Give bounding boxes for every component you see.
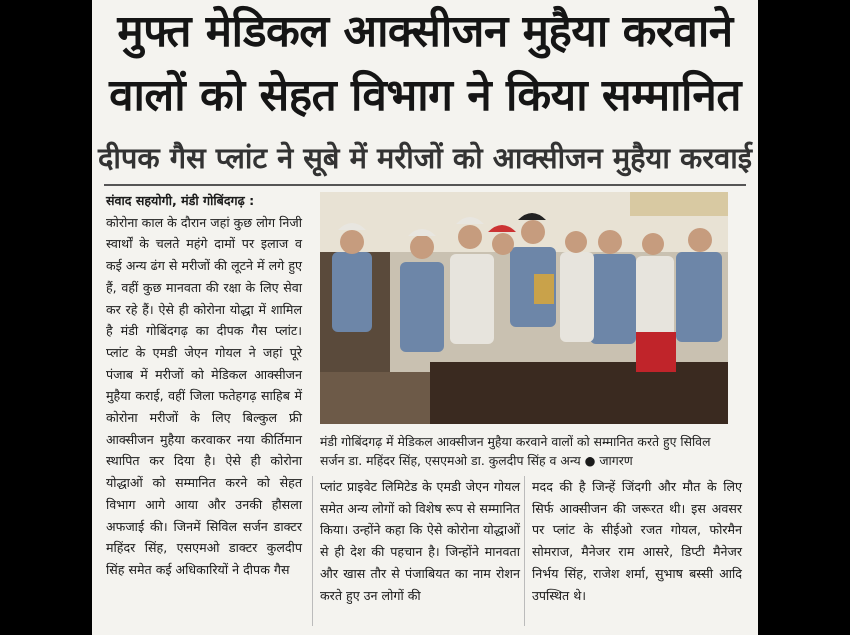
news-photo	[320, 192, 728, 424]
group-photo-illustration	[320, 192, 728, 424]
article-column-3	[532, 476, 742, 606]
photo-caption: मंडी गोबिंदगढ़ में मेडिकल आक्सीजन मुहैया करवाने वालों को सम्मानित करते हुए सिविल सर्जन डा. महिंदर सिंह, एसएमओ डा. कुलदीप सिंह व अन्य ● जागरण	[320, 434, 711, 468]
byline: संवाद सहयोगी, मंडी गोबिंदगढ़ :	[106, 193, 255, 208]
newspaper-clipping	[92, 0, 758, 635]
column-divider	[524, 476, 525, 626]
headline-line-2: वालों को सेहत विभाग ने किया सम्मानित	[109, 70, 741, 121]
column-3-text: मदद की है जिन्हें जिंदगी और मौत के लिए सिर्फ आक्सीजन की जरूरत थी। इस अवसर पर प्लांट के सीईओ रजत गोयल, फोरमैन सोमराज, मैनेजर राम आसरे, डिप्टी मैनेजर निर्भय सिंह, राजेश शर्मा, सुभाष बस्सी आदि उपस्थित थे।	[532, 479, 742, 603]
subheadline: दीपक गैस प्लांट ने सूबे में मरीजों को आक्सीजन मुहैया करवाई	[98, 141, 752, 175]
column-divider	[312, 476, 313, 626]
column-1-text: कोरोना काल के दौरान जहां कुछ लोग निजी स्वार्थों के चलते महंगे दामों पर इलाज व कई अन्य ढंग से मरीजों की लूटने में लगे हुए हैं, वहीं कुछ मानवता की रक्षा के लिए सेवा कर रहे हैं। ऐसे ही कोरोना योद्धा में शामिल है मंडी गोबिंदगढ़ का दीपक गैस प्लांट। प्लांट के एमडी जेएन गोयल ने जहां पूरे पंजाब में मरीजों को मेडिकल आक्सीजन मुहैया कराई, वहीं जिला फतेहगढ़ साहिब में कोरोना मरीजों के लिए बिल्कुल फ्री आक्सीजन मुहैया करवाकर नया कीर्तिमान स्थापित कर दिया है। ऐसे ही कोरोना योद्धाओं को सम्मानित करने को सेहत विभाग आगे आया और उनकी हौसला अफजाई की। जिनमें सिविल सर्जन डाक्टर महिंदर सिंह, एसएमओ डाक्टर कुलदीप सिंह समेत कई अधिकारियों ने दीपक गैस	[106, 214, 302, 577]
column-2-text: प्लांट प्राइवेट लिमिटेड के एमडी जेएन गोयल समेत अन्य लोगों को विशेष रूप से सम्मानित किया। उन्होंने कहा कि ऐसे कोरोना योद्धाओं से ही देश की पहचान है। जिन्होंने मानवता और खास तौर से पंजाबियत का नाम रोशन करते हुए उन लोगों की	[320, 479, 520, 603]
article-column-2	[320, 476, 520, 606]
header-rule	[104, 184, 746, 186]
headline-line-1: मुफ्त मेडिकल आक्सीजन मुहैया करवाने	[117, 6, 733, 57]
article-column-1	[106, 190, 302, 581]
